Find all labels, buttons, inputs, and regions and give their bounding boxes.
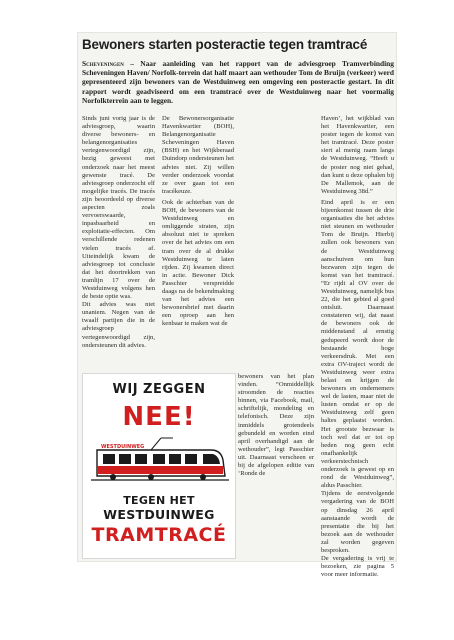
col2-paragraph-2: Ook de achterban van de BOH, de bewoners van de Westduinweg en omliggende straten, zijn absoluut niet te spreken over de het advies om een tram over de al drukke Westduinweg te laten rijden. Zij kwamen direct in actie. Bewoner Dick Passchier verspreidde daags na de bekendmaking van het advies een bewonersbrief met daarin een oproep aan hen kenbaar te maken wat de bbox=[162, 198, 234, 328]
col1-paragraph-2: Dit advies was niet unaniem. Negen van de twaalf partijen die in de adviesgroep vertegenwoordigd zijn, ondersteunen dit advies. bbox=[82, 301, 155, 349]
col3-paragraph-2: Eind april is er een bijeenkomst tussen de drie organisaties die het advies niet steunen en wethouder Tom de Bruijn. Hierbij zullen ook bewoners van de Westduinweg aanschuiven om hun bezwaren zijn tegen de komst van het tramtracé. “Er rijdt al OV over de Westduinweg, namelijk bus 22, die het gebied al goed ontsluit. Daarnaast constateren wij, dat naast de bewoners ook de middenstand al ernstig gedupeerd wordt door de bestaande hoge verkeersdruk. Met een extra OV-traject wordt de Westduinweg weer extra belast en krijgen de bewoners en ondernemers wel de lasten, maar niet de lusten omdat er op de Westduinweg zelf geen haltes geplaatst worden. Het grootste bezwaar is toch wel dat er tot op heden nog geen echt onafhankelijk verkeerstechnisch onderzoek is gewest op en rond de Westduinweg”, aldus Passchier. bbox=[321, 198, 394, 490]
col1-paragraph-1: Sinds juni vorig jaar is de adviesgroep, waarin diverse bewoners- en belangenorganisaties vertegenwoordigd zijn, bezig geweest met onderzoek naar het meest gewenste tracé. De adviesgroep onderzocht elf mogelijke tracés. De tracés zijn beoordeeld op diverse aspecten zoals vervoerswaarde, inpasbaarheid en exploitatie-effecten. Om verschillende redenen vielen tracés af. Uiteindelijk kwam de adviesgroep tot conclusie dat het doortrekken van tramlijn 17 over de Westduinweg volgens hen de beste optie was. bbox=[82, 115, 155, 301]
col2-paragraph-1: De Bewonersorganisatie Havenkwartier (BOH), Belangenorganisatie Scheveningen Haven (BSH) en het Wijkberaad Duindorp ondersteunen het advies niet. Zij willen verder onderzoek voordat ze over gaan tot een tracékeuze. bbox=[162, 115, 234, 195]
tram-label: WESTDUINWEG bbox=[101, 444, 145, 450]
col2-wrap-paragraph: bewoners van het plan vinden. “Onmiddellijk stroomden de reacties binnen, via Facebook, mail, schriftelijk, mondeling en telefonisch. Deze zijn inmiddels grotendeels gebundeld en worden eind april overhandigd aan de wethouder”, legt Passchier uit. Daarnaast verscheen er bij de afgelopen editie van ‘Ronde de bbox=[238, 373, 314, 478]
column-3 bbox=[321, 115, 394, 579]
poster-line-tramtrace: TRAMTRACÉ bbox=[91, 524, 227, 546]
poster-line-wij-zeggen: WIJ ZEGGEN bbox=[112, 382, 206, 397]
poster-line-nee: NEE! bbox=[122, 402, 196, 432]
lead-text: – Naar aanleiding van het rapport van de adviesgroep Tramverbinding Scheveningen Haven/ Norfolk-terrein dat half maart aan wethouder Tom de Bruijn (verkeer) werd gepresenteerd zijn bewoners van de Westduinweg een omgeving een posteractie gestart. In dit rapport wordt geadviseerd om een tramtracé over de Westduinweg naar het voormalig Norfolkterrein aan te leggen. bbox=[82, 59, 394, 105]
col3-paragraph-3: Tijdens de eerstvolgende vergadering van de BOH op dinsdag 26 april aanstaande wordt de presentatie die bij het bezoek aan de wethouder zal worden gegeven besproken. bbox=[321, 490, 394, 554]
article-lead bbox=[82, 59, 394, 105]
lead-placename: Scheveningen bbox=[82, 59, 124, 68]
tram-illustration bbox=[91, 436, 229, 484]
col3-paragraph-4: De vergadering is vrij te bezoeken, zie pagina 5 voor meer informatie. bbox=[321, 555, 394, 579]
column-2 bbox=[162, 115, 234, 328]
poster-line-tegen-het: TEGEN HET bbox=[123, 494, 195, 507]
poster-line-westduinweg: WESTDUINWEG bbox=[103, 507, 215, 522]
newspaper-clipping bbox=[78, 33, 396, 579]
article-headline: Bewoners starten posteractie tegen tramtracé bbox=[82, 37, 368, 52]
column-1 bbox=[82, 115, 155, 350]
column-2-wrap bbox=[238, 373, 314, 478]
col3-paragraph-1: Haven’, het wijkblad van het Havenkwartier, een poster tegen de komst van het tramtracé. Deze poster siert al menig raam langs de Westduinweg. “Heeft u de poster nog niet gehad, dan kunt u deze ophalen bij De Mallemok, aan de Westduinweg 38d.” bbox=[321, 115, 394, 195]
poster-image bbox=[82, 373, 236, 559]
